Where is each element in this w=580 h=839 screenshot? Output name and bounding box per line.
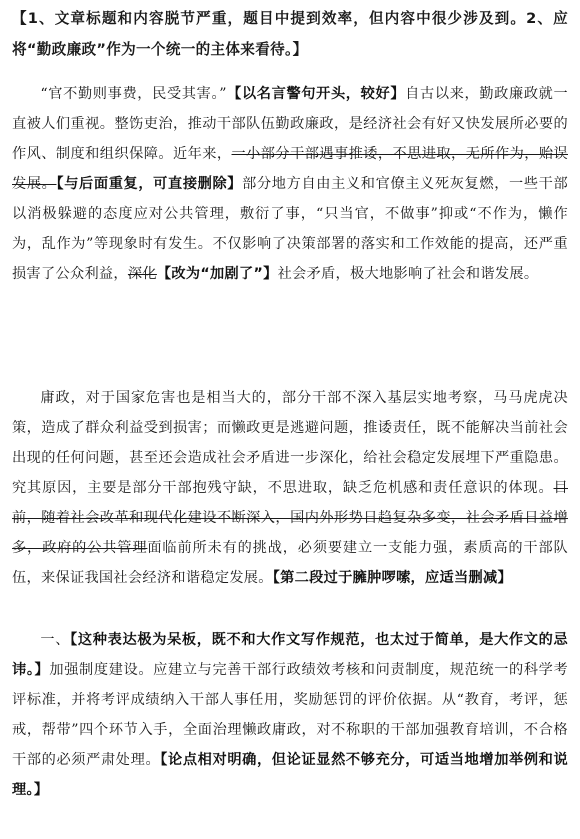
point-one-label: 一、 [40,632,71,648]
comment-delete: 【与后面重复，可直接删除】 [56,176,243,192]
intro-text-2: 部分地方自由主义和官僚主义死灰复燃，一些干部以消极躲避的态度应对公共管理，敷衍了事，“只当官，不做事”抑或“不作为，懒作为，乱作为”等现象时有发生。不仅影响了决策部署的落实和工作效能的提高，还严重损害了公众利益， [12,176,568,282]
point-one-text: 加强制度建设。应建立与完善干部行政绩效考核和问责制度，规范统一的科学考评标准，并将考评成绩纳入干部人事任用，奖励惩罚的评价依据。从“教育，考评，惩戒，帮带”四个环节入手，全面治理懒政庸政，对不称职的干部加强教育培训，不合格干部的必须严肃处理。 [12,662,568,768]
header-comment [12,3,568,65]
comment-end: 【论点相对明确，但论证显然不够充分，可适当地增加举例和说理。】 [12,752,568,798]
point-one-paragraph [12,625,568,805]
opening-quote: “官不勤则事费，民受其害。” [40,86,227,102]
second-text-2: 面临前所未有的挑战，必须要建立一支能力强，素质高的干部队伍，来保证我国社会经济和谐稳定发展。 [12,540,569,586]
intro-text-1: 自古以来，勤政廉政就一直被人们重视。整饬吏治，推动干部队伍勤政廉政，是经济社会有好又快发展所必要的作风、制度和组织保障。近年来， [12,86,568,162]
second-paragraph [12,383,568,593]
struck-text-2: 深化 [127,266,157,282]
struck-text-1: 一小部分干部遇事推诿，不思进取，无所作为，贻误发展。 [12,146,568,192]
comment-second: 【第二段过于臃肿啰嗦，应适当删减】 [272,570,512,586]
comment-opening: 【以名言警句开头，较好】 [226,86,406,102]
header-comment-text: 【1、文章标题和内容脱节严重，题目中提到效率，但内容中很少涉及到。2、应将“勤政廉政”作为一个统一的主体来看待。】 [12,10,568,58]
second-struck-text: 目前，随着社会改革和现代化建设不断深入，国内外形势日趋复杂多变，社会矛盾日益增多，政府的公共管理 [12,480,568,556]
comment-format: 【这种表达极为呆板，既不和大作文写作规范，也太过于简单，是大作文的忌讳。】 [12,632,568,678]
comment-replace: 【改为“加剧了”】 [156,266,278,282]
intro-text-3: 社会矛盾，极大地影响了社会和谐发展。 [277,266,539,282]
second-text-1: 庸政，对于国家危害也是相当大的，部分干部不深入基层实地考察，马马虎虎决策，造成了群众利益受到损害；而懒政更是逃避问题，推诿责任，既不能解决当前社会出现的任何问题，甚至还会造成社会矛盾进一步深化，给社会稳定发展埋下严重隐患。究其原因，主要是部分干部抱残守缺，不思进取，缺乏危机感和责任意识的体现。 [12,390,568,496]
intro-paragraph [12,79,568,289]
